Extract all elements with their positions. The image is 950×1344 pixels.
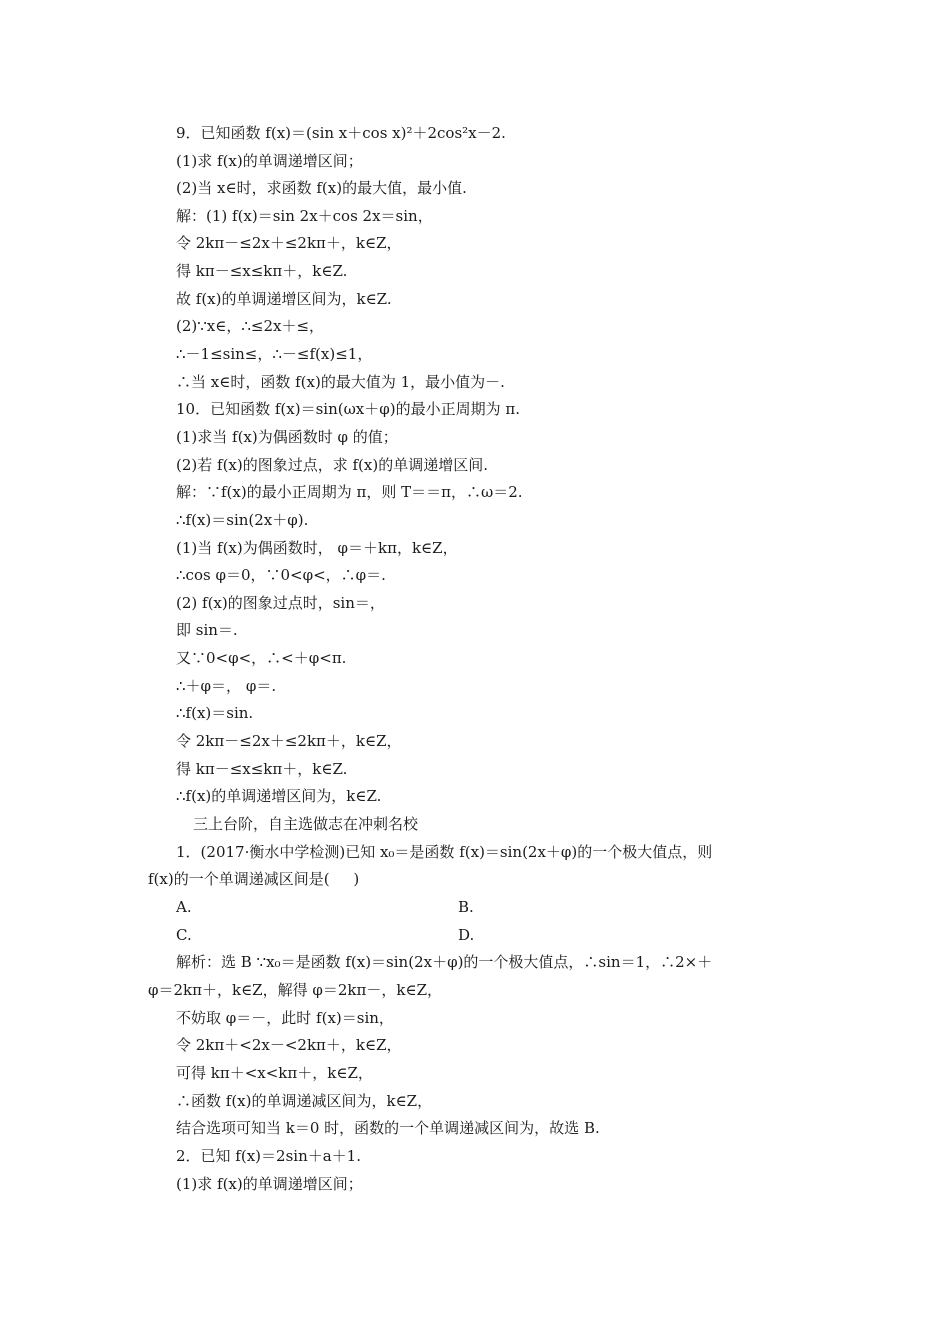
analysis-line: 结合选项可知当 k＝0 时，函数的一个单调递减区间为，故选 B. [176, 1119, 600, 1137]
problem-10-part-1: (1)求当 f(x)为偶函数时 φ 的值； [176, 428, 398, 446]
problem-9-part-1: (1)求 f(x)的单调递增区间； [176, 152, 363, 170]
problem-1-statement-cont: f(x)的一个单调递减区间是( ) [148, 870, 360, 888]
problem-9-statement: 9．已知函数 f(x)＝(sin x＋cos x)²＋2cos²x－2. [176, 124, 506, 142]
option-d: D. [458, 926, 475, 944]
solution-line: 令 2kπ－≤2x＋≤2kπ＋，k∈Z， [176, 732, 402, 750]
solution-line: ∴f(x)的单调递增区间为，k∈Z. [176, 787, 382, 805]
problem-10-statement: 10．已知函数 f(x)＝sin(ωx＋φ)的最小正周期为 π. [176, 400, 521, 418]
analysis-line: 令 2kπ＋<2x－<2kπ＋，k∈Z， [176, 1036, 402, 1054]
solution-line: ∴f(x)＝sin(2x＋φ). [176, 511, 309, 529]
option-a: A. [176, 898, 192, 916]
solution-line: 又∵0<φ<，∴<＋φ<π. [176, 649, 347, 667]
analysis-line: φ＝2kπ＋，k∈Z，解得 φ＝2kπ－，k∈Z， [148, 981, 442, 999]
analysis-line: 解析：选 B ∵x₀＝是函数 f(x)＝sin(2x＋φ)的一个极大值点，∴sin＝1，∴2×＋ [176, 953, 713, 971]
option-b: B. [458, 898, 474, 916]
solution-line: ∴f(x)＝sin. [176, 704, 254, 722]
solution-line: 令 2kπ－≤2x＋≤2kπ＋，k∈Z， [176, 234, 402, 252]
solution-line: (2)∵x∈，∴≤2x＋≤， [176, 317, 325, 335]
solution-line: 故 f(x)的单调递增区间为，k∈Z. [176, 290, 392, 308]
analysis-line: ∴函数 f(x)的单调递减区间为，k∈Z， [176, 1092, 433, 1110]
problem-1-statement: 1．(2017·衡水中学检测)已知 x₀＝是函数 f(x)＝sin(2x＋φ)的一个极大值点，则 [176, 843, 713, 861]
solution-line: 解：(1) f(x)＝sin 2x＋cos 2x＝sin， [176, 207, 433, 225]
solution-line: ∴－1≤sin≤，∴－≤f(x)≤1， [176, 345, 373, 363]
solution-line: ∴当 x∈时，函数 f(x)的最大值为 1，最小值为－. [176, 373, 505, 391]
section-heading: 三上台阶，自主选做志在冲刺名校 [193, 815, 419, 833]
solution-line: (2) f(x)的图象过点时，sin＝， [176, 594, 385, 612]
solution-line: ∴cos φ＝0，∵0<φ<，∴φ＝. [176, 566, 386, 584]
solution-line: 解：∵f(x)的最小正周期为 π，则 T＝＝π，∴ω＝2. [176, 483, 523, 501]
option-c: C. [176, 926, 192, 944]
analysis-line: 不妨取 φ＝－，此时 f(x)＝sin， [176, 1009, 394, 1027]
solution-line: (1)当 f(x)为偶函数时， φ＝＋kπ，k∈Z， [176, 539, 458, 557]
solution-line: 即 sin＝. [176, 621, 238, 639]
solution-line: 得 kπ－≤x≤kπ＋，k∈Z. [176, 760, 348, 778]
problem-2-statement: 2．已知 f(x)＝2sin＋a＋1. [176, 1147, 361, 1165]
solution-line: 得 kπ－≤x≤kπ＋，k∈Z. [176, 262, 348, 280]
solution-line: ∴＋φ＝， φ＝. [176, 677, 277, 695]
analysis-line: 可得 kπ＋<x<kπ＋，k∈Z， [176, 1064, 373, 1082]
problem-2-part-1: (1)求 f(x)的单调递增区间； [176, 1175, 363, 1193]
problem-10-part-2: (2)若 f(x)的图象过点，求 f(x)的单调递增区间. [176, 456, 488, 474]
problem-9-part-2: (2)当 x∈时，求函数 f(x)的最大值，最小值. [176, 179, 467, 197]
